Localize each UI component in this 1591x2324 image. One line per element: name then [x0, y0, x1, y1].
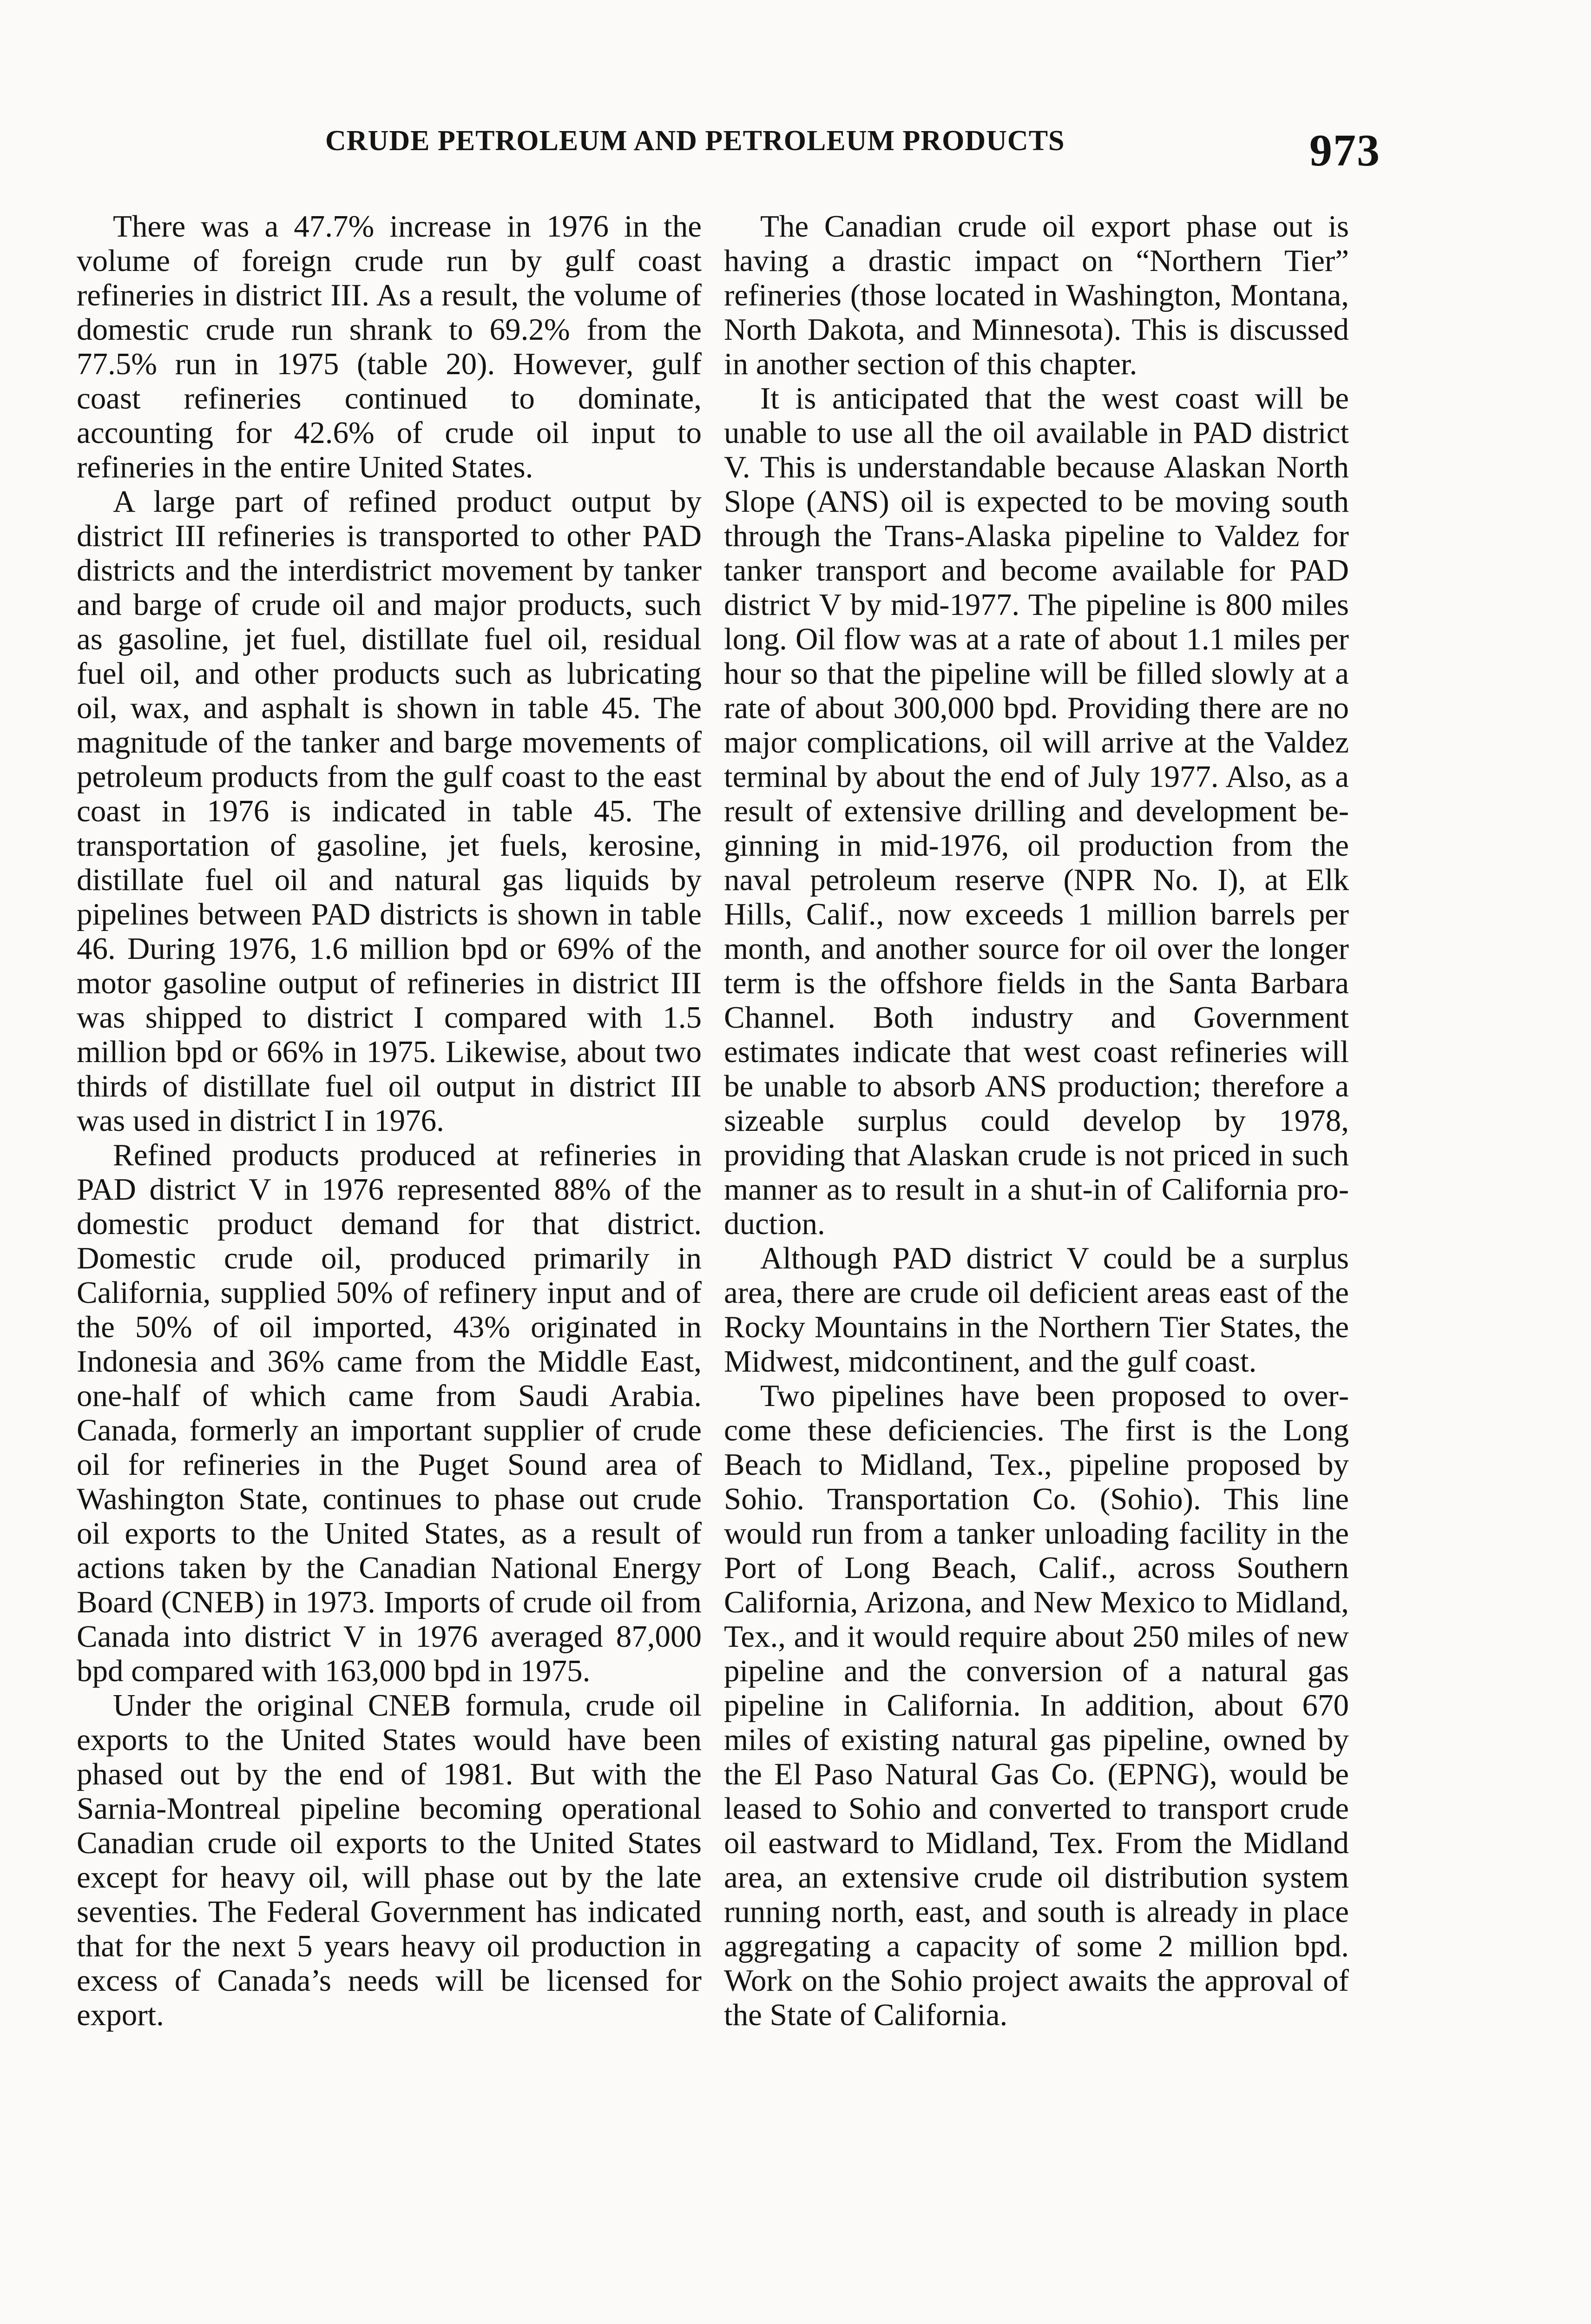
paragraph: The Canadian crude oil export phase out is having a drastic impact on “Northern Tier” refineries (those located in Washington, Montana, North Dakota, and Minnesota). This is discussed in another section of this chapter. [724, 209, 1349, 381]
left-column [77, 209, 702, 2032]
paragraph: Although PAD district V could be a surplus area, there are crude oil deficient areas east of the Rocky Mountains in the Northern Tier States, the Midwest, midcontinent, and the gulf coast. [724, 1241, 1349, 1379]
right-column [724, 209, 1349, 2032]
running-head: CRUDE PETROLEUM AND PETROLEUM PRODUCTS [325, 125, 1065, 157]
paragraph: Refined products produced at refineries in PAD district V in 1976 represented 88% of the domestic product demand for that district. Domestic crude oil, produced primarily in California, supplied 50% of refinery input and of the 50% of oil imported, 43% originated in Indonesia and 36% came from the Middle East, one-half of which came from Saudi Arabia. Canada, formerly an important supplier of crude oil for refineries in the Puget Sound area of Washington State, continues to phase out crude oil exports to the United States, as a result of actions taken by the Canadian National Energy Board (CNEB) in 1973. Imports of crude oil from Canada into district V in 1976 averaged 87,000 bpd compared with 163,000 bpd in 1975. [77, 1138, 702, 1688]
paragraph: Under the original CNEB formula, crude oil exports to the United States would have been phased out by the end of 1981. But with the Sarnia-Montreal pipeline becoming operational Canadian crude oil exports to the United States except for heavy oil, will phase out by the late seventies. The Federal Government has indicated that for the next 5 years heavy oil production in excess of Canada’s needs will be licensed for export. [77, 1688, 702, 2032]
paragraph: It is anticipated that the west coast will be unable to use all the oil available in PAD district V. This is understandable because Alaskan North Slope (ANS) oil is expected to be moving south through the Trans-Alaska pipeline to Valdez for tanker transport and become available for PAD district V by mid-1977. The pipeline is 800 miles long. Oil flow was at a rate of about 1.1 miles per hour so that the pipeline will be filled slowly at a rate of about 300,000 bpd. Providing there are no major complications, oil will arrive at the Valdez terminal by about the end of July 1977. Also, as a result of extensive drilling and development beginning in mid-1976, oil production from the naval petroleum reserve (NPR No. I), at Elk Hills, Calif., now exceeds 1 million barrels per month, and another source for oil over the longer term is the offshore fields in the Santa Barbara Channel. Both industry and Government estimates indicate that west coast refineries will be unable to absorb ANS production; therefore a sizeable surplus could develop by 1978, providing that Alaskan crude is not priced in such manner as to result in a shut-in of California production. [724, 381, 1349, 1241]
paragraph: A large part of refined product output by district III refineries is transported to other PAD districts and the interdistrict movement by tanker and barge of crude oil and major products, such as gasoline, jet fuel, distillate fuel oil, residual fuel oil, and other products such as lubricating oil, wax, and asphalt is shown in table 45. The magnitude of the tanker and barge movements of petroleum products from the gulf coast to the east coast in 1976 is indicated in table 45. The transportation of gasoline, jet fuels, kerosine, distillate fuel oil and natural gas liquids by pipelines between PAD districts is shown in table 46. During 1976, 1.6 million bpd or 69% of the motor gasoline output of refineries in district III was shipped to district I compared with 1.5 million bpd or 66% in 1975. Likewise, about two thirds of distillate fuel oil output in district III was used in district I in 1976. [77, 484, 702, 1138]
paragraph: Two pipelines have been proposed to overcome these deficiencies. The first is the Long Beach to Midland, Tex., pipeline proposed by Sohio. Transportation Co. (Sohio). This line would run from a tanker unloading facility in the Port of Long Beach, Calif., across Southern California, Arizona, and New Mexico to Midland, Tex., and it would require about 250 miles of new pipeline and the conversion of a natural gas pipeline in California. In addition, about 670 miles of existing natural gas pipeline, owned by the El Paso Natural Gas Co. (EPNG), would be leased to Sohio and converted to transport crude oil eastward to Midland, Tex. From the Midland area, an extensive crude oil distribution system running north, east, and south is already in place aggregating a capacity of some 2 million bpd. Work on the Sohio project awaits the approval of the State of California. [724, 1379, 1349, 2032]
paragraph: There was a 47.7% increase in 1976 in the volume of foreign crude run by gulf coast refineries in district III. As a result, the volume of domestic crude run shrank to 69.2% from the 77.5% run in 1975 (table 20). However, gulf coast refineries continued to dominate, accounting for 42.6% of crude oil input to refineries in the entire United States. [77, 209, 702, 484]
page-number: 973 [1309, 125, 1381, 176]
